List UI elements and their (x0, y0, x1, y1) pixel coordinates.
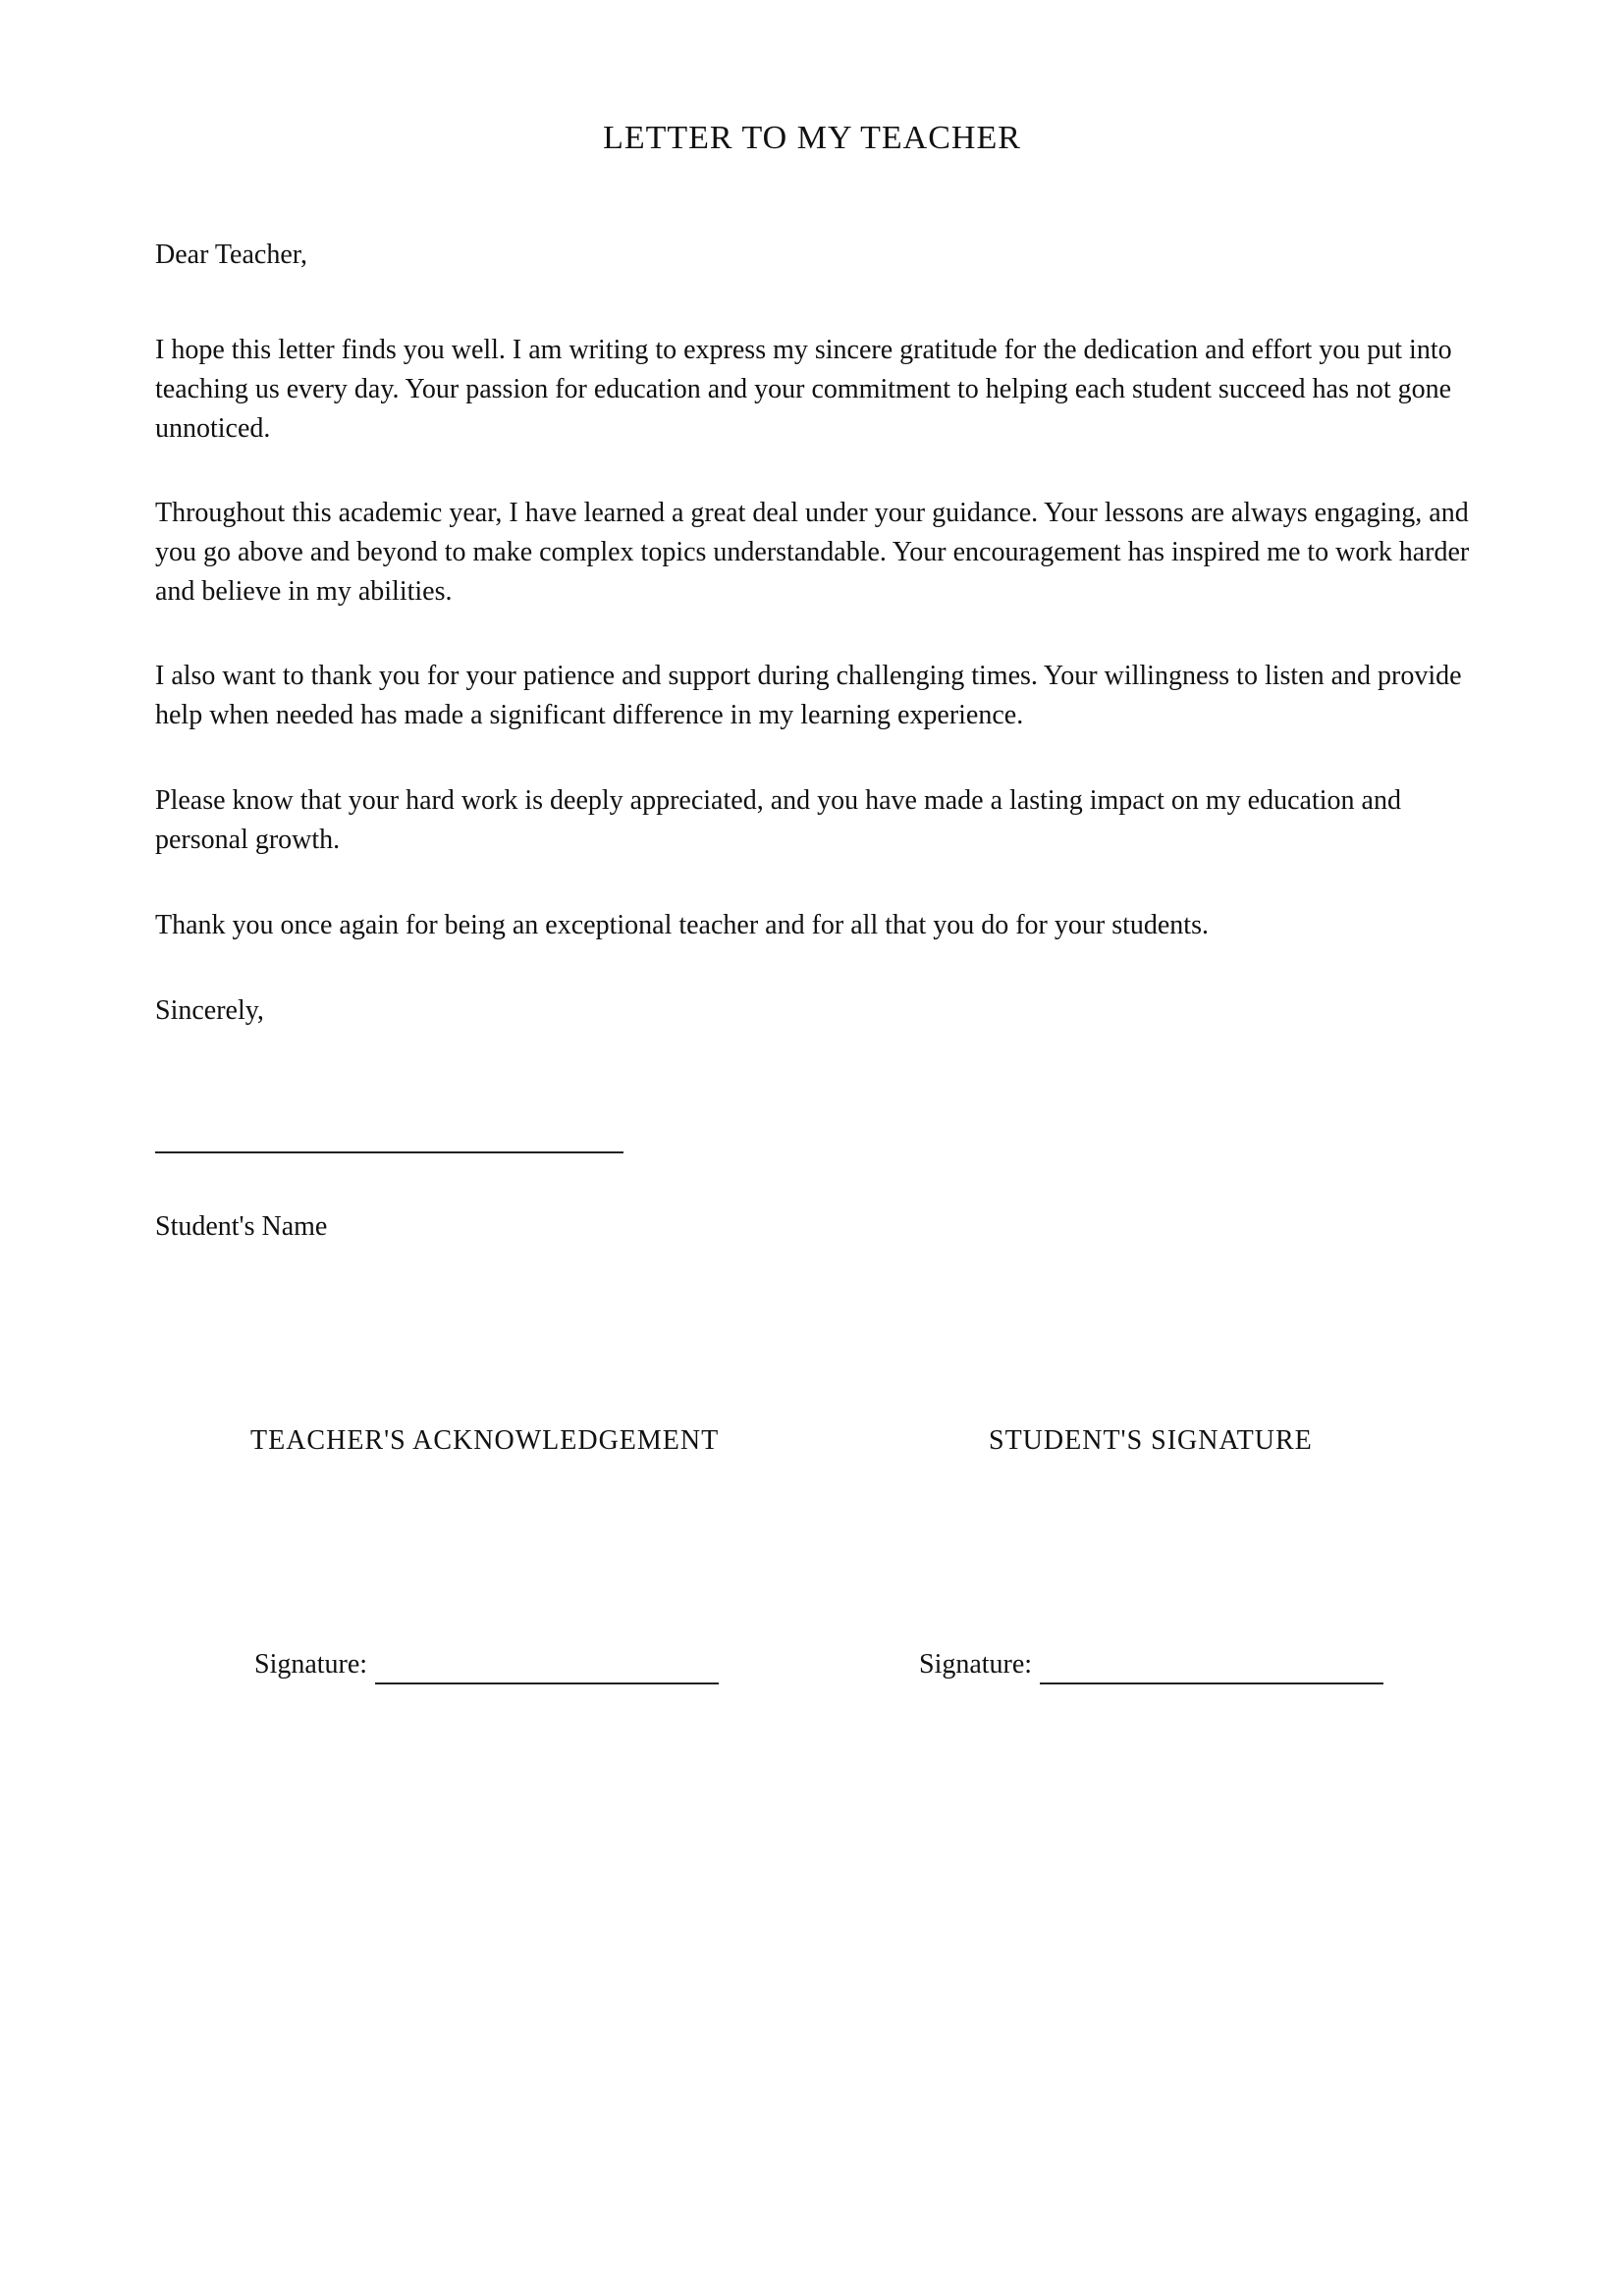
page-title: LETTER TO MY TEACHER (603, 120, 1021, 156)
teacher-signature-label: Signature: (254, 1649, 368, 1680)
student-signature-field (919, 1645, 1383, 1684)
paragraph-1: I hope this letter finds you well. I am writing to express my sincere gratitude for the dedication and effort you put into teaching us every day. Your passion for education and your commitment to helping each student succeed has not gone unnoticed. (155, 335, 1452, 444)
student-signature-blank[interactable] (1040, 1655, 1383, 1684)
student-signature-line[interactable] (155, 1151, 623, 1153)
paragraph-2: Throughout this academic year, I have learned a great deal under your guidance. Your lessons are always engaging, and you go above and beyond to make complex topics understandable. Your encouragement has inspired me to work harder and believe in my abilities. (155, 498, 1470, 607)
student-signature-heading: STUDENT'S SIGNATURE (989, 1425, 1313, 1456)
student-signature-label: Signature: (919, 1649, 1033, 1680)
closing: Sincerely, (155, 995, 264, 1026)
teacher-signature-field (254, 1645, 719, 1684)
teacher-signature-blank[interactable] (375, 1655, 719, 1684)
salutation: Dear Teacher, (155, 240, 307, 270)
paragraph-3: I also want to thank you for your patience and support during challenging times. Your willingness to listen and provide help when needed has made a significant difference in my learning experience. (155, 661, 1462, 730)
teacher-acknowledgement-heading: TEACHER'S ACKNOWLEDGEMENT (250, 1425, 720, 1456)
paragraph-4: Please know that your hard work is deeply appreciated, and you have made a lasting impact on my education and personal growth. (155, 785, 1401, 855)
student-name-label: Student's Name (155, 1211, 328, 1242)
paragraph-5: Thank you once again for being an exceptional teacher and for all that you do for your students. (155, 910, 1209, 940)
